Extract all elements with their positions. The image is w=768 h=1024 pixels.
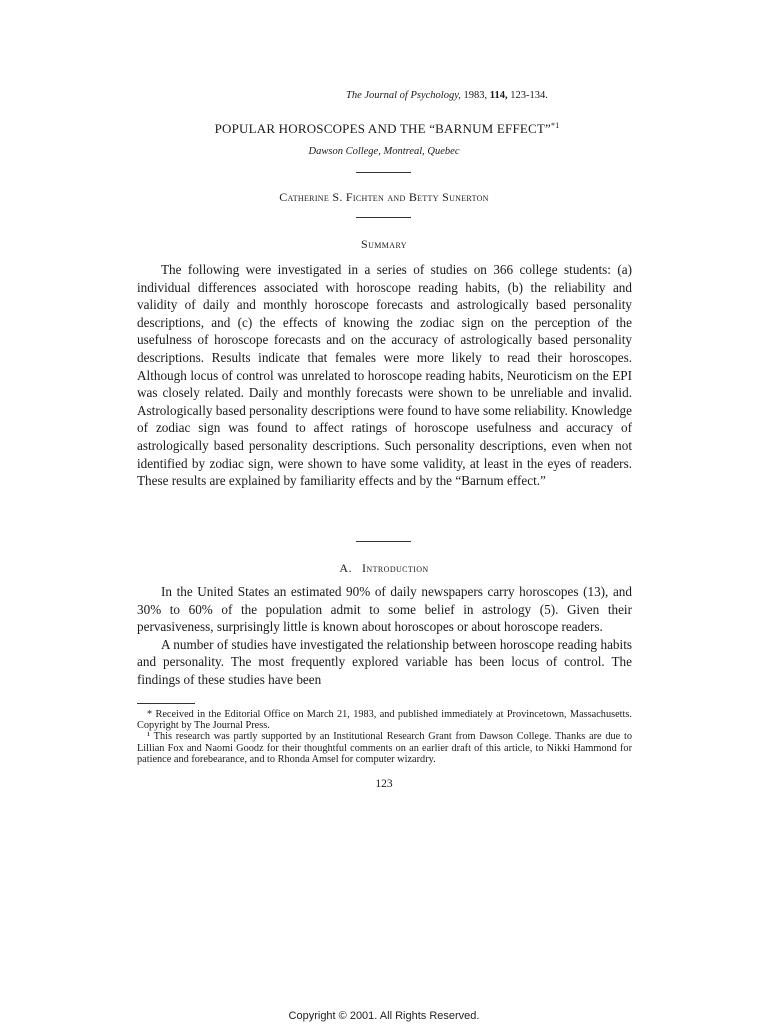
affiliation: Dawson College, Montreal, Quebec: [308, 146, 460, 157]
journal-volume: 114,: [489, 90, 508, 101]
footnote-received: * Received in the Editorial Office on March 21, 1983, and published immediately at Provincetown, Massachusetts. Copyright by The Journal Press.: [137, 709, 632, 732]
journal-year: 1983,: [463, 90, 488, 101]
page-number: 123: [375, 778, 393, 790]
introduction-paragraph: A number of studies have investigated the relationship between horoscope reading habits and personality. The most frequently explored variable has been locus of control. The findings of these studies have been: [137, 636, 632, 687]
footnote-rule: [137, 703, 195, 704]
divider: [356, 217, 411, 218]
divider: [356, 172, 411, 173]
title-footnote-marks: *1: [551, 121, 560, 130]
footnotes: [137, 709, 632, 765]
article-title: [0, 121, 768, 137]
authors: Catherine S. Fichten and Betty Sunerton: [279, 190, 489, 204]
journal-name: The Journal of Psychology,: [346, 90, 461, 101]
introduction-body: [137, 583, 632, 689]
summary-body: [137, 261, 632, 490]
journal-pages: 123-134.: [510, 90, 548, 101]
article-title-text: POPULAR HOROSCOPES AND THE “BARNUM EFFECT”: [214, 121, 552, 136]
introduction-paragraph: In the United States an estimated 90% of daily newspapers carry horoscopes (13), and 30% to 60% of the population admit to some belief in astrology (5). Given their pervasiveness, surprisingly little is known about horoscopes or about horoscope readers.: [137, 584, 632, 635]
copyright-notice: Copyright © 2001. All Rights Reserved.: [288, 1010, 480, 1022]
footnote-funding: ¹ This research was partly supported by an Institutional Research Grant from Dawson College. Thanks are due to Lillian Fox and Naomi Goodz for their thoughtful comments on an earlier draft of this article, to Nikki Hammond for patience and forebearance, and to Rhonda Amsel for computer wizardry.: [137, 731, 632, 765]
divider: [356, 541, 411, 542]
summary-heading: Summary: [361, 237, 407, 251]
introduction-heading: A. Introduction: [339, 561, 429, 575]
journal-citation: [346, 90, 548, 101]
summary-paragraph: The following were investigated in a series of studies on 366 college students: (a) individual differences associated with horoscope reading habits, (b) the reliability and validity of daily and monthly horoscope forecasts and astrologically based personality descriptions, and (c) the effects of knowing the zodiac sign on the perception of the usefulness of horoscope forecasts and on the accuracy of astrologically based personality descriptions. Results indicate that females were more likely to read their horoscopes. Although locus of control was unrelated to horoscope reading habits, Neuroticism on the EPI was closely related. Daily and monthly forecasts were shown to be unreliable and invalid. Astrologically based personality descriptions were found to have some reliability. Knowledge of zodiac sign was found to affect ratings of horoscope usefulness and accuracy of astrologically based personality descriptions. Such personality descriptions, even when not identified by zodiac sign, were shown to have some validity, at least in the eyes of readers. These results are explained by familiarity effects and by the “Barnum effect.”: [137, 262, 632, 489]
